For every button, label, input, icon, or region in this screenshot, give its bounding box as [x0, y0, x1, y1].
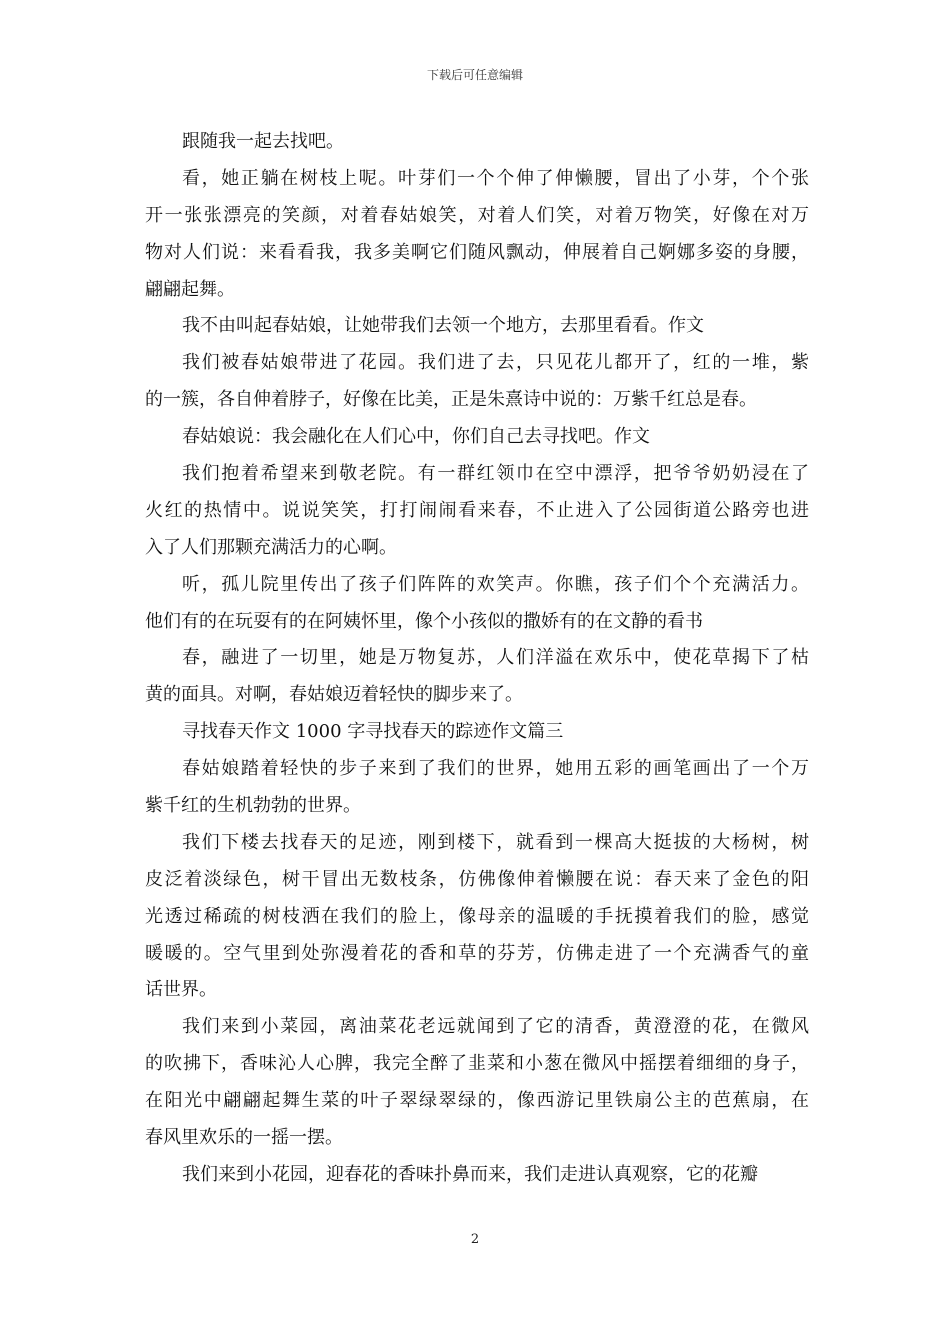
- page-header-note: 下载后可任意编辑: [426, 68, 523, 82]
- section-heading: 寻找春天作文 1000 字寻找春天的踪迹作文篇三: [182, 721, 564, 743]
- paragraph-line: 紫千红的生机勃勃的世界。: [145, 795, 361, 817]
- paragraph-line: 在阳光中翩翩起舞生菜的叶子翠绿翠绿的，像西游记里铁扇公主的芭蕉扇，在: [145, 1090, 809, 1112]
- paragraph-line: 我们来到小花园，迎春花的香味扑鼻而来，我们走进认真观察，它的花瓣: [182, 1163, 758, 1185]
- paragraph-line: 火红的热情中。说说笑笑，打打闹闹看来春，不止进入了公园街道公路旁也进: [145, 499, 809, 521]
- paragraph-line: 物对人们说：来看看我，我多美啊它们随风飘动，伸展着自己婀娜多姿的身腰，: [145, 241, 809, 263]
- paragraph-line: 春姑娘踏着轻快的步子来到了我们的世界，她用五彩的画笔画出了一个万: [182, 758, 809, 780]
- paragraph-line: 开一张张漂亮的笑颜，对着春姑娘笑，对着人们笑，对着万物笑，好像在对万: [145, 204, 809, 226]
- paragraph-line: 翩翩起舞。: [145, 278, 235, 300]
- paragraph-line: 跟随我一起去找吧。: [182, 131, 344, 152]
- paragraph-line: 听，孤儿院里传出了孩子们阵阵的欢笑声。你瞧，孩子们个个充满活力。: [182, 573, 809, 595]
- paragraph-line: 的一簇，各自伸着脖子，好像在比美，正是朱熹诗中说的：万紫千红总是春。: [145, 389, 757, 411]
- paragraph-line: 他们有的在玩耍有的在阿姨怀里，像个小孩似的撒娇有的在文静的看书: [145, 610, 703, 632]
- paragraph-line: 皮泛着淡绿色，树干冒出无数枝条，仿佛像伸着懒腰在说：春天来了金色的阳: [145, 868, 809, 890]
- paragraph-line: 入了人们那颗充满活力的心啊。: [145, 536, 397, 558]
- document-body: [145, 124, 809, 1194]
- paragraph-line: 我们来到小菜园，离油菜花老远就闻到了它的清香，黄澄澄的花，在微风: [182, 1016, 809, 1038]
- page-number: 2: [470, 1232, 480, 1247]
- paragraph-line: 光透过稀疏的树枝洒在我们的脸上，像母亲的温暖的手抚摸着我们的脸，感觉: [145, 905, 809, 927]
- paragraph-line: 我们被春姑娘带进了花园。我们进了去，只见花儿都开了，红的一堆，紫: [182, 352, 809, 374]
- paragraph-line: 春，融进了一切里，她是万物复苏，人们洋溢在欢乐中，使花草揭下了枯: [182, 647, 809, 669]
- paragraph-line: 看，她正躺在树枝上呢。叶芽们一个个伸了伸懒腰，冒出了小芽，个个张: [182, 167, 809, 189]
- paragraph-line: 暖暖的。空气里到处弥漫着花的香和草的芬芳，仿佛走进了一个充满香气的童: [145, 942, 809, 964]
- paragraph-line: 我不由叫起春姑娘，让她带我们去领一个地方，去那里看看。作文: [182, 315, 704, 337]
- paragraph-line: 黄的面具。对啊，春姑娘迈着轻快的脚步来了。: [145, 684, 523, 706]
- paragraph-line: 我们下楼去找春天的足迹，刚到楼下，就看到一棵高大挺拔的大杨树，树: [182, 831, 809, 853]
- paragraph-line: 的吹拂下，香味沁人心脾，我完全醉了韭菜和小葱在微风中摇摆着细细的身子，: [145, 1053, 809, 1075]
- paragraph-line: 春姑娘说：我会融化在人们心中，你们自己去寻找吧。作文: [182, 426, 650, 448]
- paragraph-line: 话世界。: [145, 979, 217, 1001]
- paragraph-line: 春风里欢乐的一摇一摆。: [145, 1127, 343, 1149]
- paragraph-line: 我们抱着希望来到敬老院。有一群红领巾在空中漂浮，把爷爷奶奶浸在了: [182, 463, 809, 485]
